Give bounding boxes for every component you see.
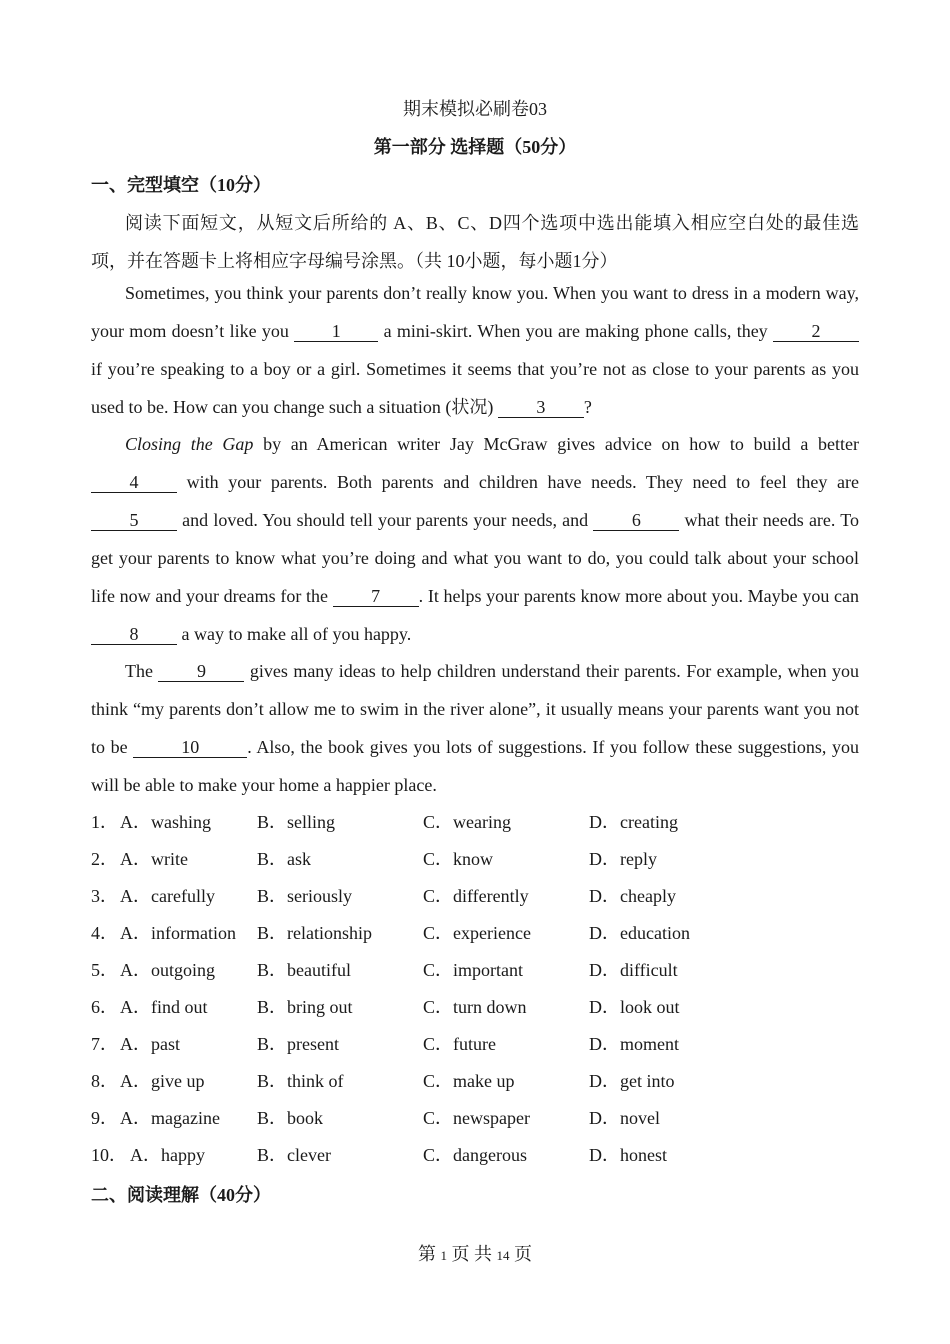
option-a: A．happy xyxy=(130,1145,205,1165)
option-a: A．past xyxy=(120,1034,180,1054)
instructions: 阅读下面短文，从短文后所给的 A、B、C、D四个选项中选出能填入相应空白处的最佳选项，并在答题卡上将相应字母编号涂黑。（共 10小题，每小题1分） xyxy=(91,213,859,271)
part-heading: 第一部分 选择题（50分） xyxy=(373,137,577,157)
section-heading-reading: 二、阅读理解（40分） xyxy=(91,1185,271,1205)
option-d: D．difficult xyxy=(589,960,678,980)
option-c: C．dangerous xyxy=(423,1145,527,1165)
blank-6: 6 xyxy=(593,510,679,531)
blank-7: 7 xyxy=(333,586,419,607)
option-c: C．newspaper xyxy=(423,1108,530,1128)
option-a: A．magazine xyxy=(120,1108,220,1128)
blank-1: 1 xyxy=(294,321,378,342)
option-a: A．give up xyxy=(120,1071,205,1091)
option-d: D．education xyxy=(589,923,690,943)
question-row: 3． A．carefully B．seriously C．differently D．cheaply xyxy=(91,878,859,915)
option-b: B．beautiful xyxy=(257,960,351,980)
option-a: A．outgoing xyxy=(120,960,216,980)
option-b: B．relationship xyxy=(257,923,372,943)
page-number: 1 xyxy=(440,1248,447,1263)
blank-8: 8 xyxy=(91,624,177,645)
question-row: 6． A．find out B．bring out C．turn down D．look out xyxy=(91,989,859,1026)
section-heading-cloze: 一、完型填空（10分） xyxy=(91,175,271,195)
blank-5: 5 xyxy=(91,510,177,531)
question-row: 4． A．information B．relationship C．experience D．education xyxy=(91,915,859,952)
option-d: D．moment xyxy=(589,1034,679,1054)
option-b: B．bring out xyxy=(257,997,353,1017)
option-a: A．carefully xyxy=(120,886,215,906)
page-title: 期末模拟必刷卷03 xyxy=(403,99,547,119)
passage-paragraph-1: Sometimes, you think your parents don’t really know you. When you want to dress in a modern way, your mom doesn’t like you 1 a mini-skirt. When you are making phone calls, they 2 if you’re speaking to a boy or a girl. Sometimes it seems that you’re not as close to your parents as you used to be. How can you change such a situation (状况) 3 ? xyxy=(91,283,859,417)
option-c: C．differently xyxy=(423,886,529,906)
passage-paragraph-3: The 9 gives many ideas to help children understand their parents. For example, when you think “my parents don’t allow me to swim in the river alone”, it usually means your parents want you not to be 10 . Also, the book gives you lots of suggestions. If you follow these suggestions, you will be able to make your home a happier place. xyxy=(91,661,860,795)
option-d: D．reply xyxy=(589,849,657,869)
question-row: 5． A．outgoing B．beautiful C．important D．difficult xyxy=(91,952,859,989)
option-a: A．information xyxy=(120,923,236,943)
option-c: C．turn down xyxy=(423,997,527,1017)
question-row: 8． A．give up B．think of C．make up D．get into xyxy=(91,1063,859,1100)
option-a: A．find out xyxy=(120,997,208,1017)
question-row: 2． A．write B．ask C．know D．reply xyxy=(91,841,859,878)
question-row: 10． A．happy B．clever C．dangerous D．honest xyxy=(91,1137,859,1174)
blank-10: 10 xyxy=(133,737,247,758)
option-b: B．book xyxy=(257,1108,324,1128)
question-options xyxy=(91,804,859,1174)
option-c: C．future xyxy=(423,1034,496,1054)
option-c: C．know xyxy=(423,849,494,869)
option-a: A．washing xyxy=(120,812,211,832)
option-d: D．novel xyxy=(589,1108,660,1128)
book-title: Closing the Gap xyxy=(125,434,254,454)
option-d: D．cheaply xyxy=(589,886,676,906)
option-b: B．ask xyxy=(257,849,311,869)
option-b: B．seriously xyxy=(257,886,353,906)
option-d: D．get into xyxy=(589,1071,675,1091)
blank-2: 2 xyxy=(773,321,859,342)
page-footer: 第 1 页 共 14 页 xyxy=(418,1244,532,1264)
blank-9: 9 xyxy=(158,661,244,682)
blank-3: 3 xyxy=(498,397,584,418)
total-pages: 14 xyxy=(496,1248,510,1263)
option-a: A．write xyxy=(120,849,188,869)
option-b: B．selling xyxy=(257,812,336,832)
option-c: C．wearing xyxy=(423,812,511,832)
blank-4: 4 xyxy=(91,472,177,493)
option-d: D．creating xyxy=(589,812,678,832)
option-b: B．clever xyxy=(257,1145,331,1165)
option-c: C．make up xyxy=(423,1071,515,1091)
option-b: B．present xyxy=(257,1034,339,1054)
question-row: 7． A．past B．present C．future D．moment xyxy=(91,1026,859,1063)
option-c: C．experience xyxy=(423,923,531,943)
option-c: C．important xyxy=(423,960,523,980)
question-row: 9． A．magazine B．book C．newspaper D．novel xyxy=(91,1100,859,1137)
option-d: D．look out xyxy=(589,997,680,1017)
option-d: D．honest xyxy=(589,1145,667,1165)
option-b: B．think of xyxy=(257,1071,344,1091)
question-row: 1． A．washing B．selling C．wearing D．creating xyxy=(91,804,859,841)
passage-paragraph-2: Closing the Gap by an American writer Jay McGraw gives advice on how to build a better 4 with your parents. Both parents and children have needs. They need to feel they are 5 and loved. You should tell your parents your needs, and 6 what their needs are. To get your parents to know what you’re doing and what you want to do, you could talk about your school life now and your dreams for the 7 . It helps your parents know more about you. Maybe you can 8 a way to make all of you happy. xyxy=(91,434,860,644)
